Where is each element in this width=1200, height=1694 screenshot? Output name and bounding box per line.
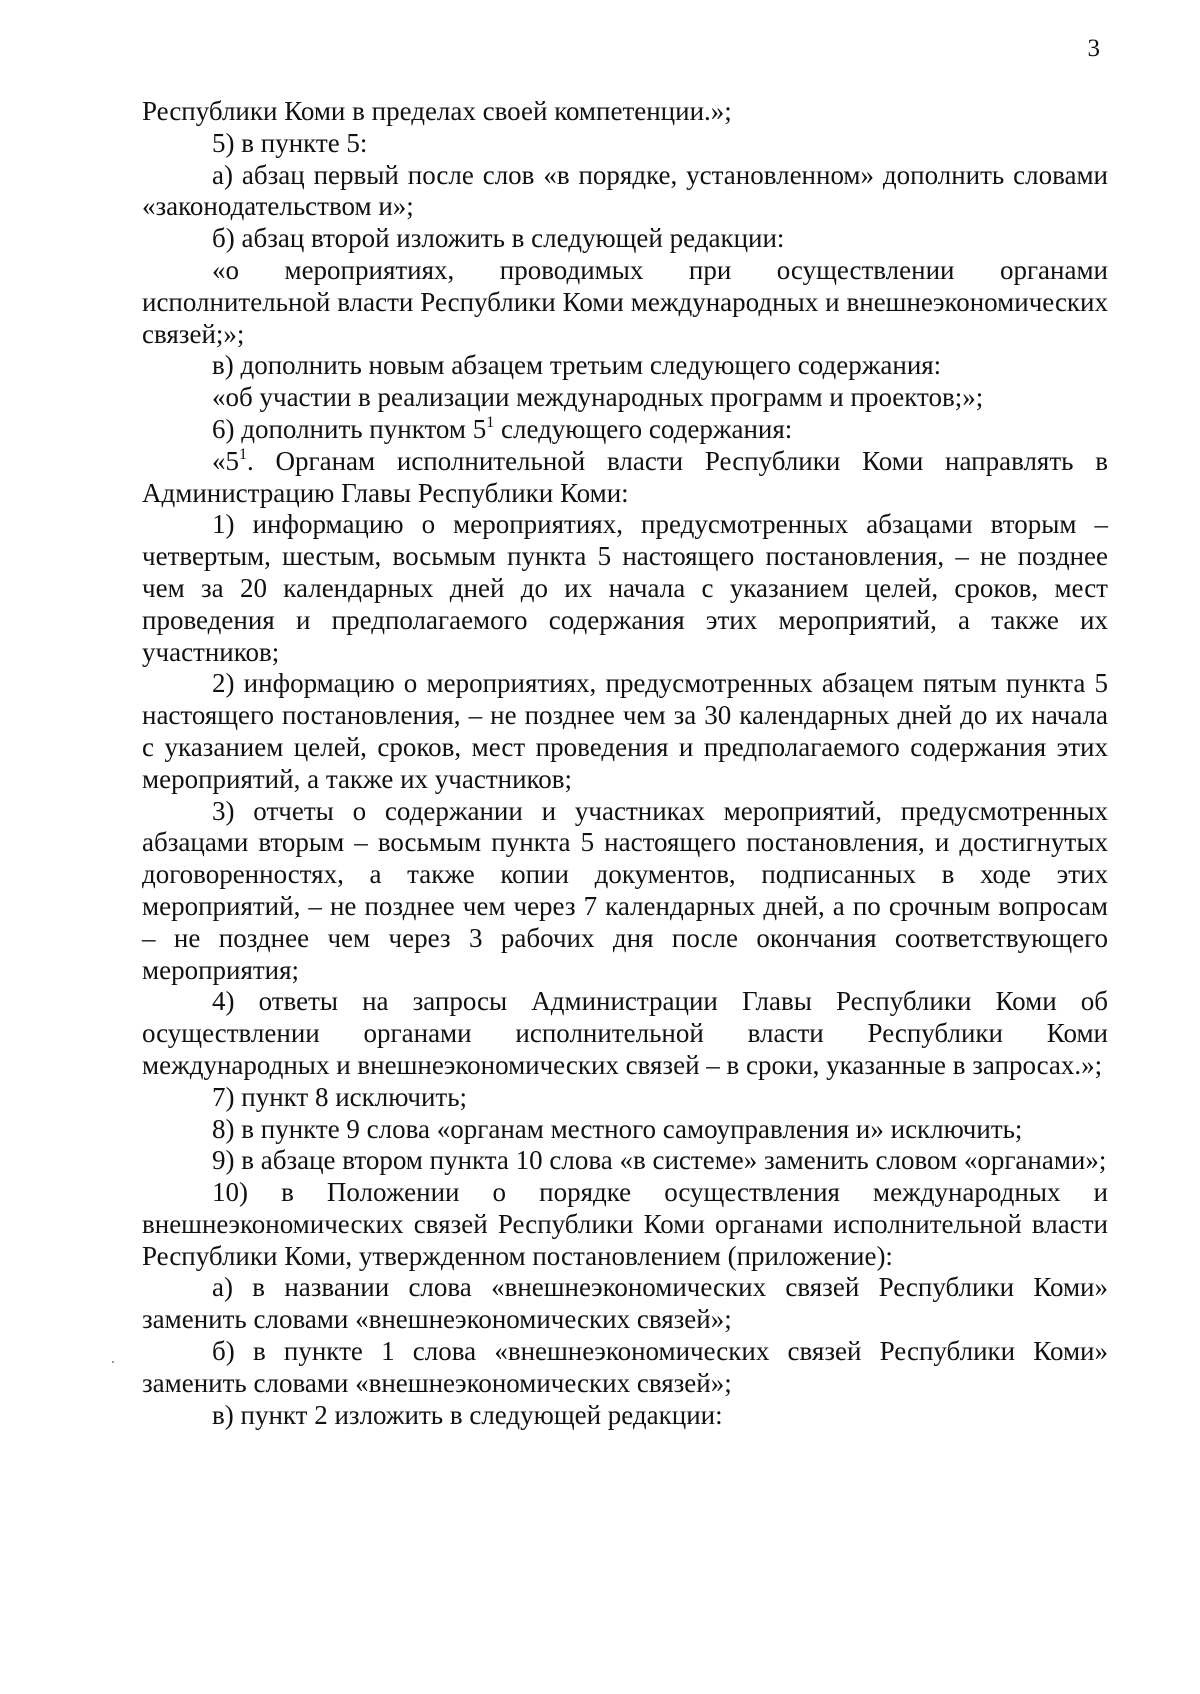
paragraph-item-5: 5) в пункте 5: (212, 127, 368, 158)
paragraph-item-5a: а) абзац первый после слов «в порядке, установленном» дополнить словами «законодательством и»; (142, 159, 1108, 222)
paragraph-quote-events: «о мероприятиях, проводимых при осуществлении органами исполнительной власти Республики Коми международных и внешнеэкономических связей;»; (142, 254, 1108, 349)
paragraph-item-8: 8) в пункте 9 слова «органам местного самоуправления и» исключить; (212, 1113, 1023, 1144)
paragraph-item-10a: а) в названии слова «внешнеэкономических связей Республики Коми» заменить словами «внешнеэкономических связей»; (142, 1272, 1108, 1335)
paragraph-clause-5-1-before: «5 (212, 445, 239, 476)
paragraph-item-7: 7) пункт 8 исключить; (212, 1081, 468, 1112)
page-number: 3 (1087, 35, 1100, 62)
paragraph-clause-5-1-after: . Органам исполнительной власти Республики Коми направлять в Администрацию Главы Республики Коми: (142, 445, 1108, 508)
paragraph-continuation: Республики Коми в пределах своей компетенции.»; (142, 96, 732, 126)
paragraph-subitem-3: 3) отчеты о содержании и участниках мероприятий, предусмотренных абзацами вторым – восьмым пункта 5 настоящего постановления, и достигнутых договоренностях, а также копии документов, подписанных в ходе этих мероприятий, – не позднее чем через 7 календарных дней, а по срочным вопросам – не позднее чем через 3 рабочих дня после окончания соответствующего мероприятия; (142, 795, 1108, 985)
paragraph-item-10: 10) в Положении о порядке осуществления международных и внешнеэкономических связей Республики Коми органами исполнительной власти Республики Коми, утвержденном постановлением (приложение): (142, 1177, 1108, 1271)
superscript-mark: 1 (239, 445, 247, 463)
paragraph-subitem-2: 2) информацию о мероприятиях, предусмотренных абзацем пятым пункта 5 настоящего постановления, – не позднее чем за 30 календарных дней до их начала с указанием целей, сроков, мест проведения и предполагаемого содержания этих мероприятий, а также их участников; (142, 668, 1108, 794)
paragraph-item-6-before: 6) дополнить пунктом 5 (212, 413, 487, 444)
paragraph-item-10v: в) пункт 2 изложить в следующей редакции: (212, 1399, 723, 1430)
paragraph-item-9: 9) в абзаце втором пункта 10 слова «в системе» заменить словом «органами»; (212, 1145, 1107, 1176)
paragraph-item-6 (142, 414, 1108, 446)
paragraph-subitem-4: 4) ответы на запросы Администрации Главы Республики Коми об осуществлении органами исполнительной власти Республики Коми международных и внешнеэкономических связей – в сроки, указанные в запросах.»; (142, 986, 1108, 1080)
superscript-mark: 1 (486, 413, 495, 431)
paragraph-item-10b: б) в пункте 1 слова «внешнеэкономических связей Республики Коми» заменить словами «внешнеэкономических связей»; (142, 1336, 1108, 1398)
document-body (142, 96, 1108, 1431)
paragraph-item-5b: б) абзац второй изложить в следующей редакции: (212, 223, 785, 254)
scan-speck (112, 1361, 114, 1363)
paragraph-subitem-1: 1) информацию о мероприятиях, предусмотренных абзацами вторым – четвертым, шестым, восьмым пункта 5 настоящего постановления, – не позднее чем за 20 календарных дней до их начала с указанием целей, сроков, мест проведения и предполагаемого содержания этих мероприятий, а также их участников; (142, 509, 1108, 667)
paragraph-clause-5-1 (142, 446, 1108, 510)
paragraph-item-5v: в) дополнить новым абзацем третьим следующего содержания: (212, 350, 942, 381)
paragraph-quote-programs: «об участии в реализации международных программ и проектов;»; (212, 382, 984, 413)
paragraph-item-6-after: следующего содержания: (494, 413, 793, 444)
